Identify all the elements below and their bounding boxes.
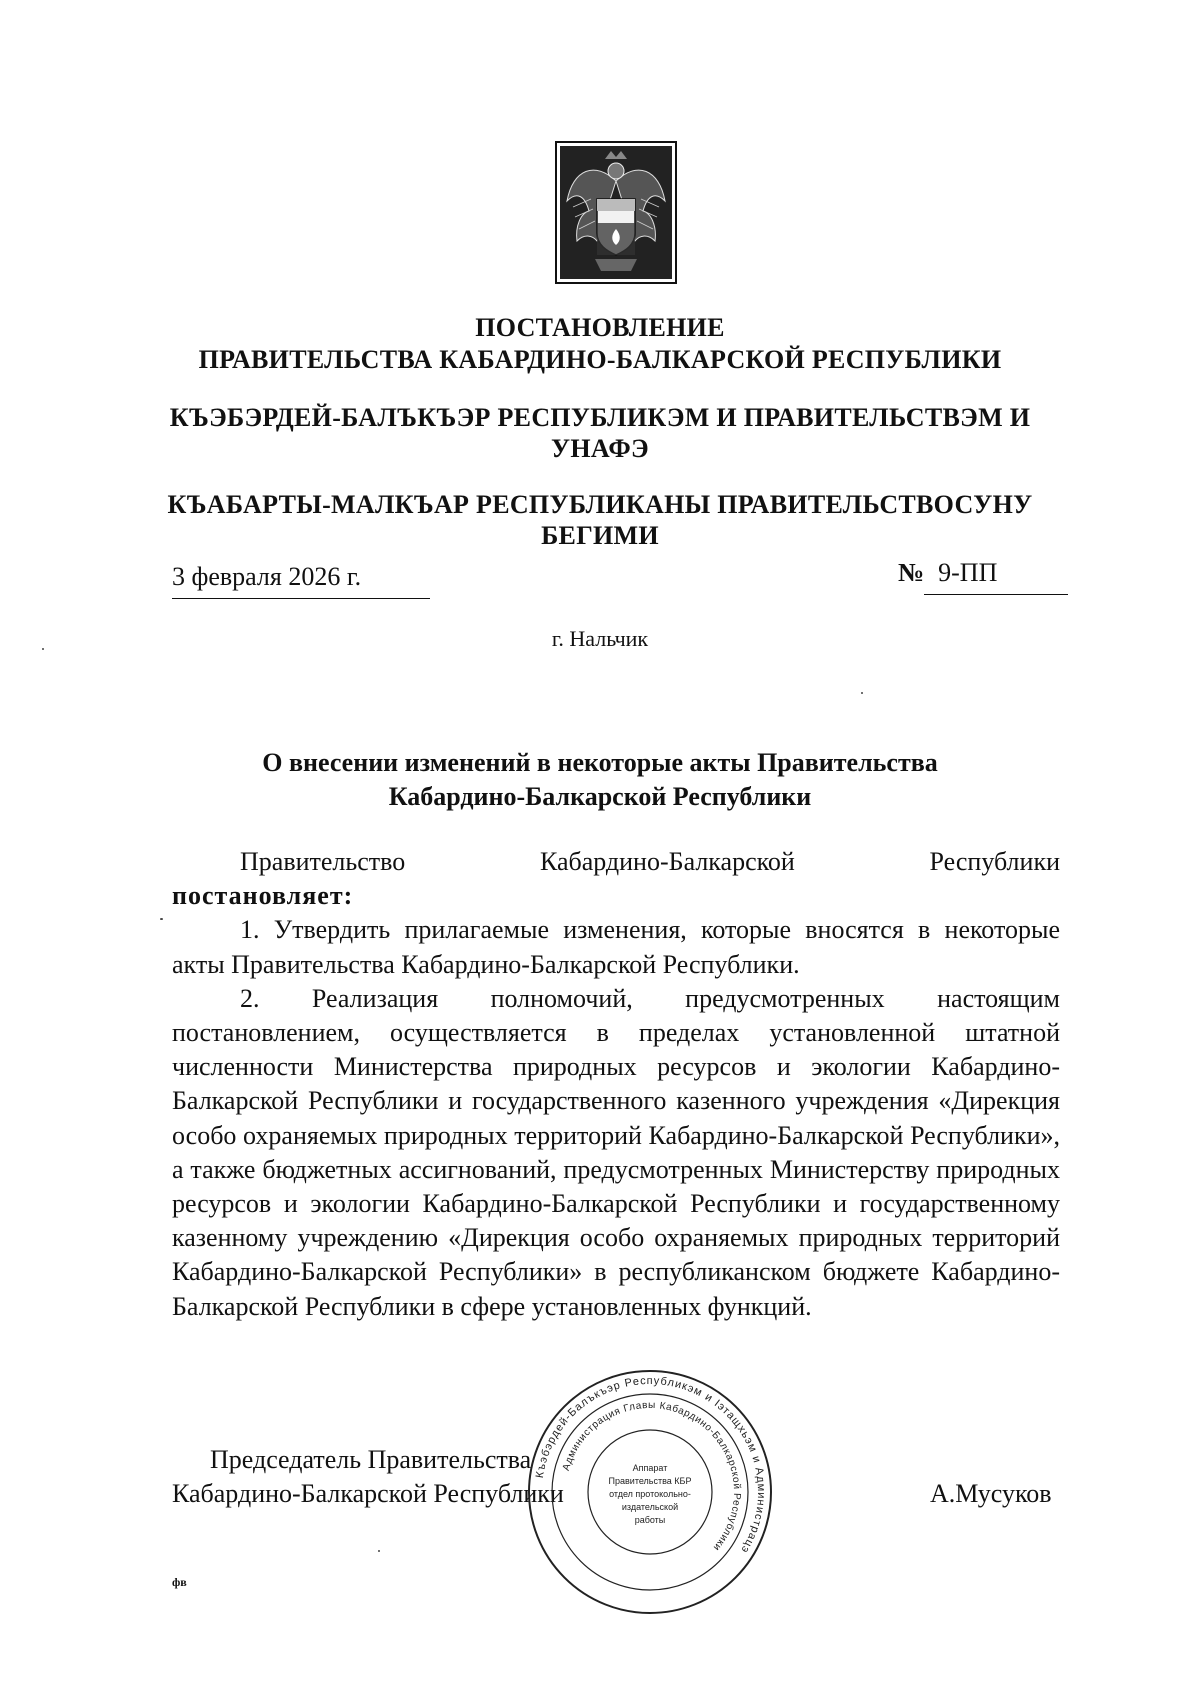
doc-type-title: ПОСТАНОВЛЕНИЕ xyxy=(475,313,725,342)
resolution-body xyxy=(172,845,1060,1324)
official-stamp xyxy=(525,1367,775,1617)
signature-position-line1: Председатель Правительства xyxy=(210,1445,532,1474)
decree-verb: постановляет: xyxy=(172,881,354,911)
stamp-outer-text: Къэбэрдей-Балъкъэр Республикэм и Іэтащхьэм и Администрацэ xyxy=(533,1374,768,1556)
scan-speck xyxy=(378,1550,380,1552)
official-round-stamp-icon xyxy=(525,1367,775,1617)
number-value: 9-ПП xyxy=(924,558,1068,595)
signatory-name: А.Мусуков xyxy=(930,1479,1052,1508)
stamp-inner-line2: Правительства КБР xyxy=(608,1476,692,1486)
stamp-middle-text: Администрация Главы Кабардино-Балкарской Республики xyxy=(560,1399,743,1554)
coat-of-arms-emblem xyxy=(555,141,677,284)
resolution-title-line2: Кабардино-Балкарской Республики xyxy=(388,782,812,811)
document-number xyxy=(898,558,1068,595)
item-1: 1. Утвердить прилагаемые изменения, которые вносятся в некоторые акты Правительства Кабардино-Балкарской Республики. xyxy=(172,915,1060,979)
city: г. Нальчик xyxy=(551,626,649,651)
government-name: ПРАВИТЕЛЬСТВА КАБАРДИНО-БАЛКАРСКОЙ РЕСПУБЛИКИ xyxy=(198,345,1002,374)
scan-speck xyxy=(160,918,163,920)
intro-line: Правительство Кабардино-Балкарской Республики xyxy=(240,847,1060,876)
document-date: 3 февраля 2026 г. xyxy=(172,562,430,599)
stamp-inner-line3: отдел протокольно- xyxy=(609,1489,691,1499)
scan-speck xyxy=(42,648,44,650)
balkar-title-line1: КЪАБАРТЫ-МАЛКЪАР РЕСПУБЛИКАНЫ ПРАВИТЕЛЬСТВОСУНУ xyxy=(167,490,1033,519)
kabardian-title-line2: УНАФЭ xyxy=(551,434,649,463)
resolution-title-line1: О внесении изменений в некоторые акты Правительства xyxy=(262,748,938,777)
signature-position-line2: Кабардино-Балкарской Республики xyxy=(172,1479,564,1508)
balkar-title-line2: БЕГИМИ xyxy=(541,521,659,550)
number-label: № xyxy=(898,558,925,587)
item-2: 2. Реализация полномочий, предусмотренных настоящим постановлением, осуществляется в пределах установленной штатной численности Министерства природных ресурсов и экологии Кабардино-Балкарской Республики и государственного казенного учреждения «Дирекция особо охраняемых природных территорий Кабардино-Балкарской Республики», а также бюджетных ассигнований, предусмотренных Министерству природных ресурсов и экологии Кабардино-Балкарской Республики и государственному казенному учреждению «Дирекция особо охраняемых природных территорий Кабардино-Балкарской Республики» в республиканском бюджете Кабардино-Балкарской Республики в сфере установленных функций. xyxy=(172,983,1060,1321)
executor-initials: фв xyxy=(172,1575,187,1589)
kbr-coat-of-arms-icon xyxy=(555,141,677,284)
stamp-inner-line4: издательской xyxy=(621,1502,679,1512)
stamp-inner-line1: Аппарат xyxy=(632,1463,668,1473)
scan-speck xyxy=(861,692,863,694)
stamp-inner-line5: работы xyxy=(634,1515,666,1525)
kabardian-title-line1: КЪЭБЭРДЕЙ-БАЛЪКЪЭР РЕСПУБЛИКЭМ И ПРАВИТЕЛЬСТВЭМ И xyxy=(169,403,1031,432)
